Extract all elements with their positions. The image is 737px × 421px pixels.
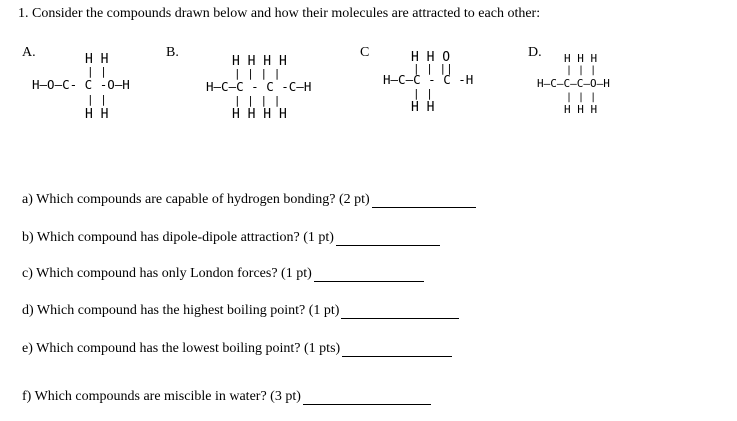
question-c-text: c) Which compound has only London forces? (1 pt) — [22, 266, 312, 281]
structure-b-formula: H—C—C - C -C—H — [206, 79, 312, 94]
structure-d — [528, 45, 610, 116]
answer-b-blank[interactable] — [336, 231, 440, 246]
structure-a-bonds-bottom: | | — [87, 93, 107, 106]
question-c — [22, 266, 424, 282]
structure-d-top-row: H H H — [564, 52, 598, 65]
question-d — [22, 303, 459, 319]
structure-a-formula: H—O—C- C -O—H — [32, 77, 130, 92]
question-d-text: d) Which compound has the highest boiling point? (1 pt) — [22, 303, 340, 318]
structure-b-label: B. — [166, 45, 179, 60]
structure-a-label: A. — [22, 45, 36, 60]
structure-b — [166, 45, 311, 122]
structure-a-bottom-row: H H — [85, 107, 109, 122]
question-e — [22, 341, 452, 357]
question-a-text: a) Which compounds are capable of hydrogen bonding? (2 pt) — [22, 192, 370, 207]
structure-b-top-row: H H H H — [232, 54, 287, 69]
answer-f-blank[interactable] — [303, 390, 431, 405]
structure-c-label: C — [360, 45, 370, 60]
structure-d-label: D. — [528, 45, 542, 60]
structure-d-formula: H—C—C—C—O—H — [537, 77, 610, 90]
question-e-text: e) Which compound has the lowest boiling point? (1 pts) — [22, 341, 341, 356]
answer-d-blank[interactable] — [341, 304, 459, 319]
structure-c-formula: H—C—C - C -H — [383, 72, 474, 87]
structure-a-top-row: H H — [85, 52, 109, 67]
structure-c-top-row: H H O — [411, 50, 451, 65]
question-f-text: f) Which compounds are miscible in water? (3 pt) — [22, 389, 301, 404]
structure-d-bonds-top: | | | — [566, 65, 597, 76]
question-b-text: b) Which compound has dipole-dipole attraction? (1 pt) — [22, 230, 334, 245]
structure-b-bottom-row: H H H H — [232, 107, 287, 122]
structure-c-bonds-bottom: | | — [413, 87, 433, 100]
answer-c-blank[interactable] — [314, 267, 424, 282]
structures-figure — [0, 0, 737, 160]
structure-c-bonds-top: | | || — [413, 62, 453, 75]
structure-d-bonds-bottom: | | | — [566, 92, 597, 103]
structure-b-bonds-bottom: | | | | — [234, 94, 281, 107]
structure-c — [360, 45, 473, 115]
answer-a-blank[interactable] — [372, 193, 476, 208]
structure-c-bottom-row: H H — [411, 100, 435, 115]
question-a — [22, 192, 476, 208]
answer-e-blank[interactable] — [342, 342, 452, 357]
structure-d-bottom-row: H H H — [564, 103, 598, 116]
question-title: 1. Consider the compounds drawn below and how their molecules are attracted to each other: — [18, 6, 541, 21]
question-b — [22, 230, 440, 246]
question-f — [22, 389, 431, 405]
structure-a — [22, 45, 130, 122]
structure-b-bonds-top: | | | | — [234, 67, 281, 80]
structure-a-bonds-top: | | — [87, 65, 107, 78]
